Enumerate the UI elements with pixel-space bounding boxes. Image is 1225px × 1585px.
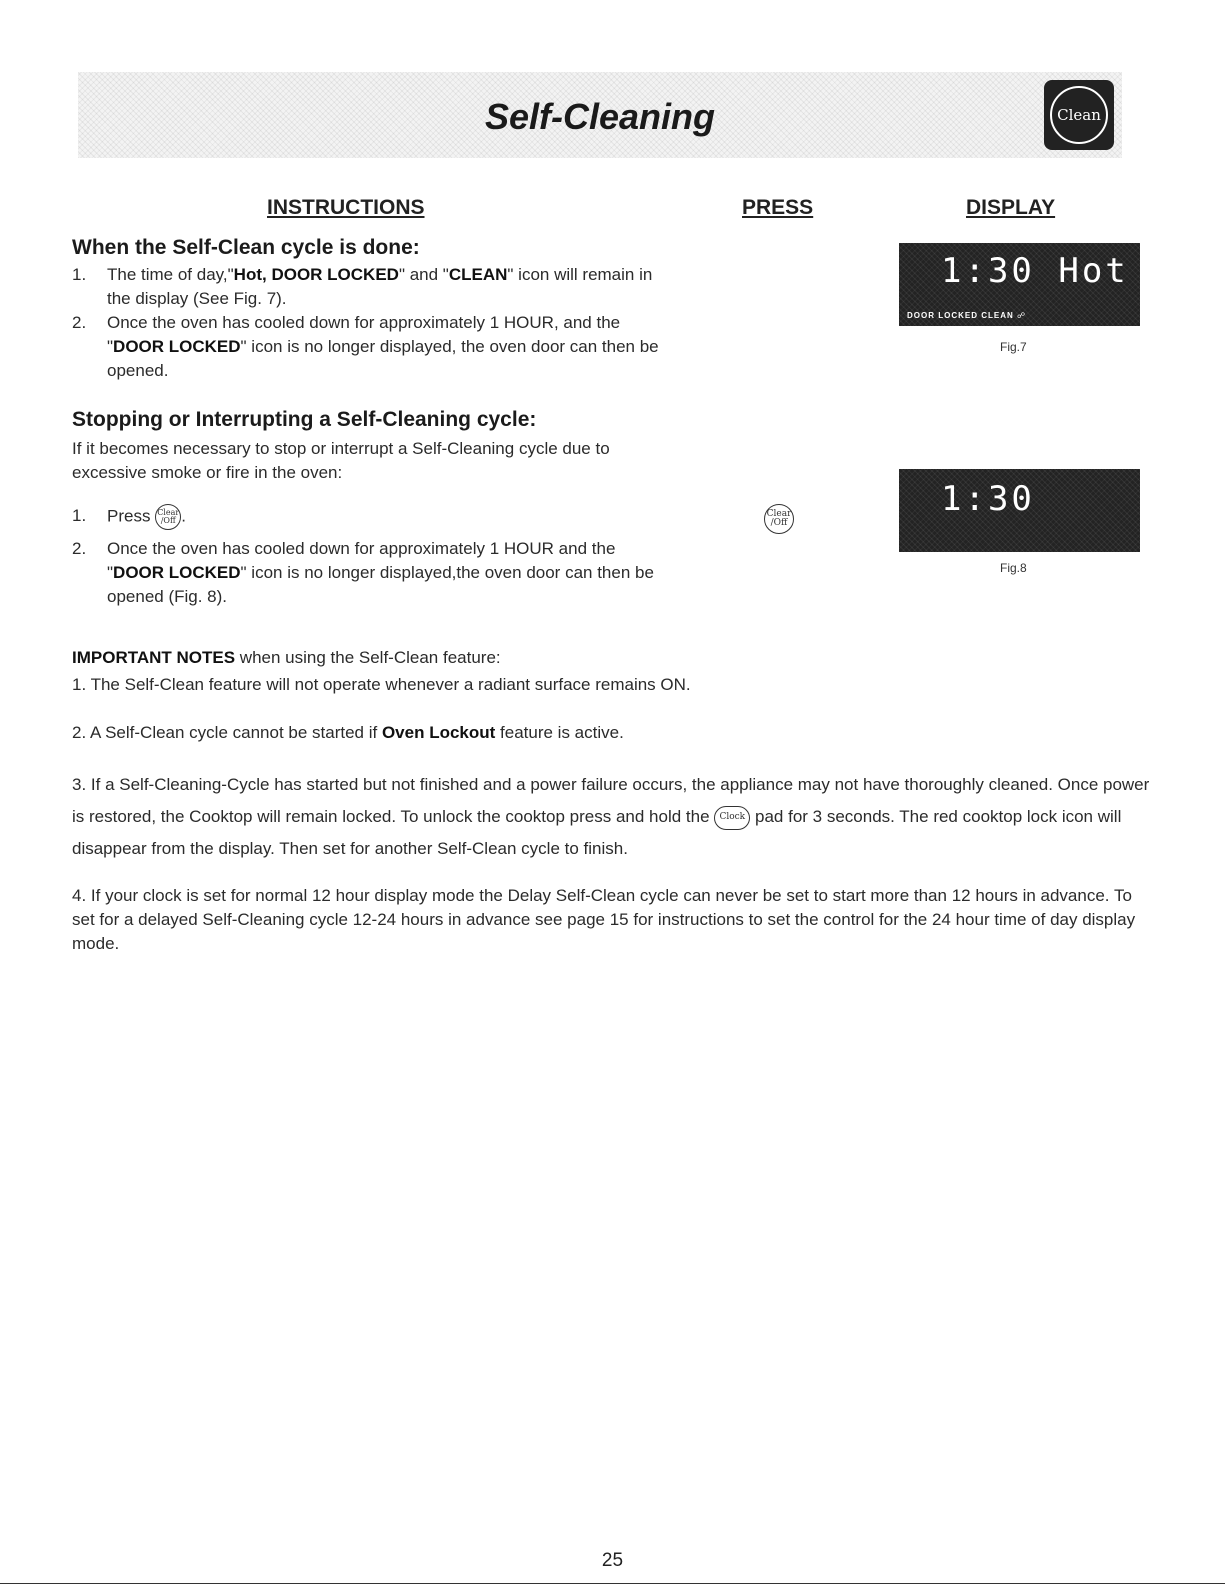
page-title: Self-Cleaning <box>484 96 716 137</box>
notes-heading: IMPORTANT NOTES when using the Self-Clean feature: <box>72 648 501 667</box>
figure-caption: Fig.8 <box>1000 561 1027 575</box>
clear-off-pad-icon: Clear /Off <box>155 504 181 530</box>
list-item: 1. The time of day,"Hot, DOOR LOCKED" and "CLEAN" icon will remain in the display (See Fig. 7). <box>72 265 653 308</box>
list-item: 1. Press Clear /Off . <box>72 504 672 530</box>
press-heading: PRESS <box>742 196 814 219</box>
bottom-rule <box>0 1583 1225 1584</box>
section-heading-stopping: Stopping or Interrupting a Self-Cleaning cycle: <box>72 408 537 431</box>
clock-pad-icon: Clock <box>714 806 750 830</box>
lcd-readout: 1:30 Hot <box>941 251 1129 291</box>
item-number: 2. <box>72 313 87 332</box>
clean-pad-icon <box>1044 80 1114 150</box>
section-heading-done: When the Self-Clean cycle is done: <box>72 236 420 259</box>
note-2: 2. A Self-Clean cycle cannot be started if Oven Lockout feature is active. <box>72 723 624 742</box>
item-number: 2. <box>72 539 87 558</box>
clean-badge-label: Clean <box>1050 86 1108 144</box>
note-1: 1. The Self-Clean feature will not operate whenever a radiant surface remains ON. <box>72 675 691 694</box>
instructions-heading: INSTRUCTIONS <box>267 196 425 219</box>
list-item: 2. Once the oven has cooled down for approximately 1 HOUR and the "DOOR LOCKED" icon is no longer displayed,the oven door can then be opened (Fig. 8). <box>72 539 654 606</box>
item-number: 1. <box>72 506 87 525</box>
clear-off-pad-button[interactable] <box>764 504 794 534</box>
lock-icon: ☍ <box>1017 311 1027 320</box>
list-item: 2. Once the oven has cooled down for approximately 1 HOUR, and the "DOOR LOCKED" icon is no longer displayed, the oven door can then be opened. <box>72 313 659 380</box>
title-banner <box>78 72 1122 158</box>
figure-caption: Fig.7 <box>1000 340 1027 354</box>
display-heading: DISPLAY <box>966 196 1056 219</box>
clear-off-pad-icon: Clear /Off <box>764 504 794 534</box>
display-fig8 <box>899 469 1140 552</box>
stopping-intro: If it becomes necessary to stop or interrupt a Self-Cleaning cycle due to excessive smoke or fire in the oven: <box>72 439 610 482</box>
page-number: 25 <box>601 1550 624 1571</box>
note-3: 3. If a Self-Cleaning-Cycle has started but not finished and a power failure occurs, the appliance may not have thoroughly cleaned. Once power is restored, the Cooktop will remain locked. To unlock the cooktop press and hold the Clock pad for 3 seconds. The red cooktop lock icon will disappear from the display. Then set for another Self-Clean cycle to finish. <box>72 775 1150 858</box>
lcd-status-icons: DOOR LOCKED CLEAN ☍ <box>907 311 1027 320</box>
lcd-readout: 1:30 <box>941 479 1035 519</box>
note-4: 4. If your clock is set for normal 12 hour display mode the Delay Self-Clean cycle can never be set to start more than 12 hours in advance. To set for a delayed Self-Cleaning cycle 12-24 hours in advance see page 15 for instructions to set the control for the 24 hour time of day display mode. <box>72 886 1136 953</box>
item-number: 1. <box>72 265 87 284</box>
display-fig7 <box>899 243 1140 326</box>
